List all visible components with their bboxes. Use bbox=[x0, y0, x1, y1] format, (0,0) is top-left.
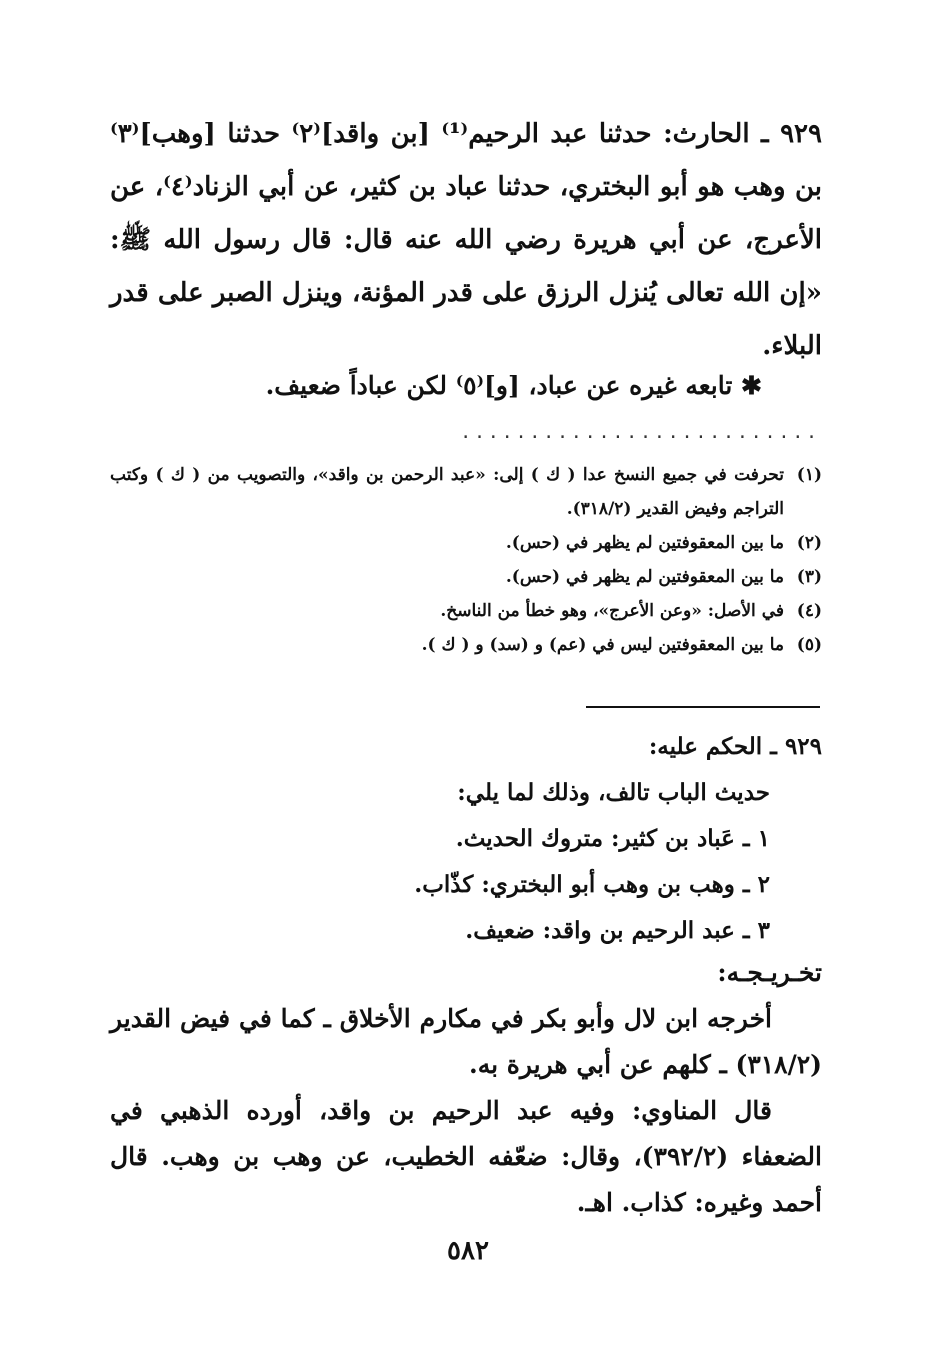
takhrij-section bbox=[110, 950, 822, 1226]
ruling-section bbox=[110, 724, 822, 954]
footnote-number: (٥) bbox=[796, 635, 822, 655]
footnote-number: (٤) bbox=[796, 601, 822, 621]
footnote-number: (٢) bbox=[796, 533, 822, 553]
footnote-separator-dots: .......................... bbox=[460, 422, 820, 443]
ruling-item: ٣ ـ عبد الرحيم بن واقد: ضعيف. bbox=[465, 917, 770, 944]
footnote-item bbox=[110, 526, 822, 560]
footnote-item bbox=[110, 594, 822, 628]
footnote-text: ما بين المعقوفتين ليس في (عم) و (سد) و ( ك ). bbox=[421, 635, 784, 655]
takhrij-heading: تخـريـجـه: bbox=[717, 958, 822, 987]
page-number: ٥٨٢ bbox=[447, 1236, 489, 1266]
ruling-item: ١ ـ عَباد بن كثير: متروك الحديث. bbox=[455, 825, 770, 852]
ruling-heading: ٩٢٩ ـ الحكم عليه: bbox=[648, 733, 822, 760]
takhrij-paragraph: أخرجه ابن لال وأبو بكر في مكارم الأخلاق ـ كما في فيض القدير (٣١٨/٢) ـ كلهم عن أبي هريرة به. bbox=[110, 1004, 822, 1079]
ruling-intro: حديث الباب تالف، وذلك لما يلي: bbox=[457, 779, 770, 806]
hadith-text: ٩٢٩ ـ الحارث: حدثنا عبد الرحيم⁽¹⁾ [بن واقد]⁽٢⁾ حدثنا [وهب]⁽٣⁾ بن وهب هو أبو البختري، حدثنا عباد بن كثير، عن أبي الزناد⁽٤⁾، عن الأعرج، عن أبي هريرة رضي الله عنه قال: قال رسول الله ﷺ: «إن الله تعالى يُنزل الرزق على قدر المؤنة، وينزل الصبر على قدر البلاء. bbox=[110, 119, 822, 361]
section-divider bbox=[586, 706, 820, 708]
footnote-item bbox=[110, 560, 822, 594]
footnote-item bbox=[110, 628, 822, 662]
footnote-text: ما بين المعقوفتين لم يظهر في (حس). bbox=[505, 533, 784, 553]
footnote-text: تحرفت في جميع النسخ عدا ( ك ) إلى: «عبد الرحمن بن واقد»، والتصويب من ( ك ) وكتب التراجم وفيض القدير (٣١٨/٢). bbox=[110, 465, 784, 519]
follow-up-note: ✱ تابعه غيره عن عباد، [و]⁽٥⁾ لكن عباداً ضعيف. bbox=[265, 371, 762, 400]
ruling-item: ٢ ـ وهب بن وهب أبو البختري: كذّاب. bbox=[414, 871, 770, 898]
footnote-number: (١) bbox=[796, 465, 822, 485]
footnote-item bbox=[110, 458, 822, 526]
footnote-number: (٣) bbox=[796, 567, 822, 587]
footnotes bbox=[110, 458, 822, 662]
footnote-text: في الأصل: «وعن الأعرج»، وهو خطأ من الناسخ. bbox=[440, 601, 784, 621]
takhrij-paragraph: قال المناوي: وفيه عبد الرحيم بن واقد، أورده الذهبي في الضعفاء (٣٩٢/٢)، وقال: ضعّفه الخطيب، عن وهب بن وهب. قال أحمد وغيره: كذاب. اهـ. bbox=[110, 1096, 822, 1217]
footnote-text: ما بين المعقوفتين لم يظهر في (حس). bbox=[505, 567, 784, 587]
